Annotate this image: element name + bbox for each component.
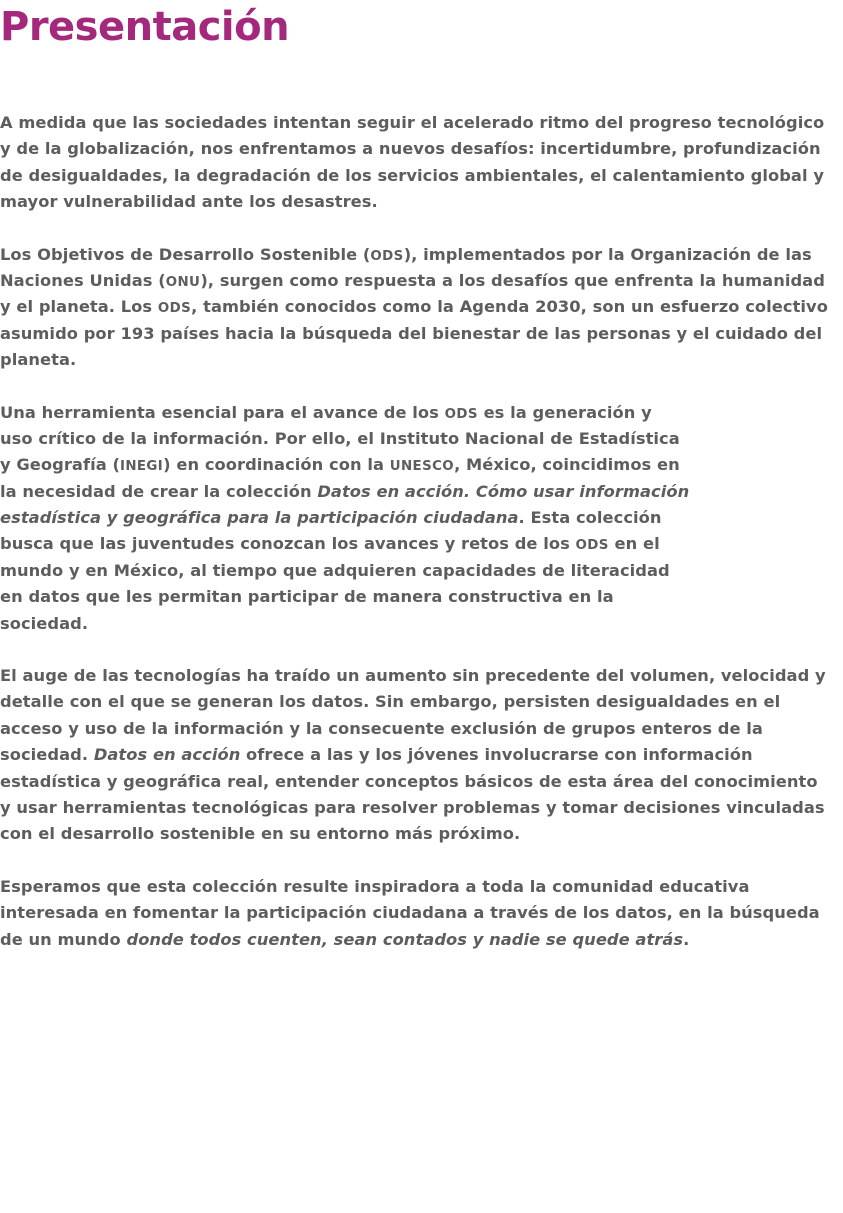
title-italic: donde todos cuenten, sean contados y nadie se quede atrás: [126, 929, 684, 949]
para-2: Los Objetivos de Desarrollo Sostenible (ODS), implementados por la Organización de las Naciones Unidas (ONU), surgen como respuesta a los desafíos que enfrenta la humanidad y el planeta. Los ODS, también conocidos como la Agenda 2030, son un esfuerzo colectivo asumido por 193 países hacia la búsqueda del bienestar de las personas y el cuidado del planeta.: [0, 244, 828, 370]
acronym: ODS: [370, 248, 404, 264]
acronym: ODS: [157, 301, 192, 317]
para-5: Esperamos que esta colección resulte inspiradora a toda la comunidad educativa interesada en fomentar la participación ciudadana a través de los datos, en la búsqueda de un mundo donde todos cuenten, sean contados y nadie se quede atrás.: [0, 876, 820, 949]
title-italic: Datos en acción: [93, 745, 241, 765]
para-4: El auge de las tecnologías ha traído un aumento sin precedente del volumen, velocidad y detalle con el que se generan los datos. Sin embargo, persisten desigualdades en el acceso y uso de la información y la consecuente exclusión de grupos enteros de la sociedad. Datos en acción ofrece a las y los jóvenes involucrarse con información estadística y geográfica real, entender conceptos básicos de esta área del conocimiento y usar herramientas tecnológicas para resolver problemas y tomar decisiones vinculadas con el desarrollo sostenible en su entorno más próximo.: [0, 666, 826, 844]
para-3: Una herramienta esencial para el avance de los ODS es la generación y uso crítico de la información. Por ello, el Instituto Nacional de Estadística y Geografía (INEGI) en coordinación con la UNESCO, México, coincidimos en la necesidad de crear la colección Datos en acción. Cómo usar información estadística y geográfica para la participación ciudadana. Esta colección busca que las juventudes conozcan los avances y retos de los ODS en el mundo y en México, al tiempo que adquieren capacidades de literacidad en datos que les permitan participar de manera constructiva en la sociedad.: [0, 402, 690, 633]
acronym: ONU: [165, 274, 201, 290]
para-1: A medida que las sociedades intentan seguir el acelerado ritmo del progreso tecnológico y de la globalización, nos enfrentamos a nuevos desafíos: incertidumbre, profundización de desigualdades, la degradación de los servicios ambientales, el calentamiento global y mayor vulnerabilidad ante los desastres.: [0, 113, 825, 212]
acronym: UNESCO: [389, 459, 455, 475]
acronym: ODS: [444, 406, 478, 422]
title-italic: Datos en acción. Cómo usar información estadística y geográfica para la participación ciudadana: [0, 481, 690, 528]
acronym: INEGI: [119, 459, 164, 475]
document-body: [0, 110, 833, 953]
acronym: ODS: [575, 538, 609, 554]
page-title: Presentación: [0, 4, 290, 50]
